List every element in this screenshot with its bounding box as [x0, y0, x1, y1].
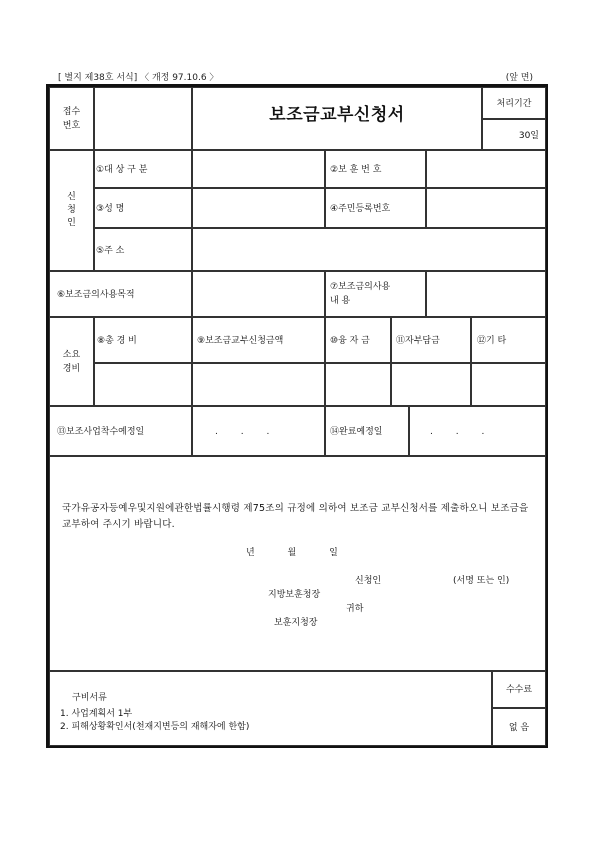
subsidy-amount-label: ⑨보조금교부신청금액 [197, 336, 284, 346]
self-burden-label-cell [391, 317, 471, 363]
expenses-label-2: 경비 [62, 364, 81, 374]
merit-number-label: ②보 훈 번 호 [330, 165, 382, 175]
fee-value: 없 음 [508, 723, 530, 733]
loan-field[interactable] [325, 363, 391, 406]
applicant-label-char-3: 인 [67, 218, 76, 228]
expenses-label-1: 소요 [62, 350, 81, 360]
address-label: ⑤주 소 [96, 246, 125, 256]
content-field[interactable] [426, 271, 546, 317]
loan-label-cell [325, 317, 391, 363]
processing-label: 처리기간 [496, 99, 532, 109]
start-date-field[interactable] [192, 406, 325, 456]
start-date-label: ⑬보조사업착수예정일 [57, 427, 145, 437]
applicant-section-label-cell [49, 150, 94, 271]
addressee-2: 보훈지청장 [274, 618, 318, 628]
date-line: 년 월 일 [246, 548, 338, 558]
merit-number-label-cell [325, 150, 426, 188]
target-class-field[interactable] [192, 150, 325, 188]
target-class-text: ①대 상 구 분 [96, 165, 148, 175]
statement-body: 국가유공자등예우및지원에관한법률시행령 제75조의 규정에 의하여 보조금 교부신청서를 제출하오니 보조금을 교부하여 주시기 바랍니다. [62, 503, 529, 530]
form-reference: [ 별지 제38호 서식] 〈 개정 97.10.6 〉 [58, 73, 219, 83]
end-date-label-cell [325, 406, 409, 456]
start-date-placeholder: . . . [215, 427, 270, 437]
subsidy-amount-label-cell [192, 317, 325, 363]
required-documents-cell [49, 671, 492, 746]
end-date-placeholder: . . . [430, 427, 485, 437]
total-expense-field[interactable] [94, 363, 192, 406]
end-date-label: ⑭완료예정일 [330, 427, 383, 437]
target-class-label [96, 164, 188, 176]
processing-label-cell [482, 87, 546, 119]
resident-number-label: ④주민등록번호 [330, 204, 391, 214]
applicant-label-char-2: 청 [67, 205, 76, 215]
subsidy-application-form [46, 84, 548, 748]
resident-number-field[interactable] [426, 188, 546, 228]
subsidy-amount-field[interactable] [192, 363, 325, 406]
addressee-1: 지방보훈청장 [268, 590, 321, 600]
content-label-cell [325, 271, 426, 317]
signature-note: (서명 또는 인) [453, 576, 510, 586]
address-label-cell [94, 228, 192, 271]
resident-number-label-cell [325, 188, 426, 228]
fee-value-cell [492, 708, 546, 746]
applicant-label-char-1: 신 [67, 192, 76, 202]
receipt-label-2: 번호 [62, 121, 81, 131]
self-burden-label: ⑪자부담금 [396, 336, 440, 346]
name-label-cell [94, 188, 192, 228]
total-expense-label: ⑧총 경 비 [97, 336, 137, 346]
name-field[interactable] [192, 188, 325, 228]
purpose-label-cell [49, 271, 192, 317]
other-field[interactable] [471, 363, 546, 406]
applicant-sign-label: 신청인 [355, 576, 382, 586]
purpose-label: ⑥보조금의사용목적 [57, 290, 135, 300]
address-field[interactable] [192, 228, 546, 271]
total-expense-label-cell [94, 317, 192, 363]
purpose-field[interactable] [192, 271, 325, 317]
name-label: ③성 명 [96, 204, 125, 214]
fee-label-cell [492, 671, 546, 708]
receipt-number-field[interactable] [94, 87, 192, 150]
documents-item-1: 1. 사업계획서 1부 [60, 709, 133, 719]
start-date-label-cell [49, 406, 192, 456]
other-label: ⑫기 타 [477, 336, 507, 346]
processing-value-cell [482, 119, 546, 150]
target-class-label-cell [94, 150, 192, 188]
end-date-field[interactable] [409, 406, 546, 456]
form-title: 보조금교부신청서 [269, 105, 405, 125]
content-label-2: 내 용 [330, 296, 351, 306]
documents-item-2: 2. 피해상황확인서(천재지변등의 재해자에 한함) [60, 722, 250, 732]
statement-area [49, 456, 546, 671]
fee-label: 수수료 [505, 685, 533, 695]
merit-number-field[interactable] [426, 150, 546, 188]
receipt-label-cell [49, 87, 94, 150]
expenses-section-label-cell [49, 317, 94, 406]
page-side-label: (앞 면) [505, 73, 533, 83]
loan-label: ⑩융 자 금 [330, 336, 370, 346]
content-label-1: ⑦보조금의사용 [330, 282, 391, 292]
honorific: 귀하 [346, 604, 364, 614]
receipt-label-1: 접수 [62, 107, 81, 117]
title-cell [192, 87, 482, 150]
other-label-cell [471, 317, 546, 363]
processing-value: 30일 [518, 131, 539, 141]
documents-title: 구비서류 [72, 693, 107, 703]
self-burden-field[interactable] [391, 363, 471, 406]
